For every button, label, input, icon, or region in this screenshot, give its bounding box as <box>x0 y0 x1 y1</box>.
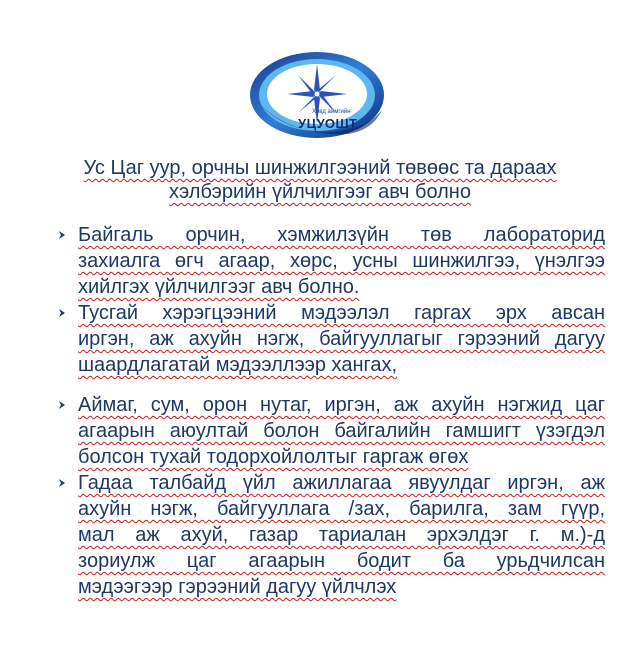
service-3-line-3: болсон тухай тодорхойлолтыг гаргаж өгөх <box>78 446 469 468</box>
arrow-bullet-icon <box>56 307 68 319</box>
service-4-line-2: ахуйн нэгж, байгууллага /зах, барилга, зам гүүр, <box>78 498 605 520</box>
service-1-line-1: Байгаль орчин, хэмжилзүйн төв лабораторид <box>78 224 605 246</box>
service-3-line-2: агаарын аюултай болон байгалийн гамшигт үзэгдэл <box>78 420 605 442</box>
heading-line-2: хэлбэрийн үйлчилгээг авч болно <box>169 181 471 203</box>
service-item-3 <box>52 392 605 470</box>
service-4-line-3: мал аж ахуй, газар тариалан эрхэлдэг г. м.)-д <box>78 524 605 546</box>
logo-small-text: Ховд аймгийн <box>312 109 351 115</box>
service-4-line-1: Гадаа талбайд үйл ажиллагаа явуулдаг иргэн, аж <box>78 472 605 494</box>
arrow-bullet-icon <box>56 229 68 241</box>
services-list <box>52 222 605 600</box>
service-2-line-2: иргэн, аж ахуйн нэгж, байгууллагыг гэрээний дагуу <box>78 328 605 350</box>
service-4-line-4: зориулж цаг агаарын бодит ба урьдчилсан <box>78 550 605 572</box>
logo-big-text: УЦУОШТ <box>298 116 358 131</box>
page-heading <box>40 156 600 204</box>
service-item-1 <box>52 222 605 300</box>
service-item-4 <box>52 470 605 600</box>
service-item-2 <box>52 300 605 378</box>
arrow-bullet-icon <box>56 399 68 411</box>
service-2-line-3: шаардлагатай мэдээллээр хангах, <box>78 354 398 376</box>
heading-line-1: Ус Цаг уур, орчны шинжилгээний төвөөс та дараах <box>83 157 557 179</box>
service-3-line-1: Аймаг, сум, орон нутаг, иргэн, аж ахуйн нэгжид цаг <box>78 394 605 416</box>
arrow-bullet-icon <box>56 477 68 489</box>
service-1-line-3: хийлгэх үйлчилгээг авч болно. <box>78 276 360 298</box>
service-4-line-5: мэдээгээр гэрээний дагуу үйлчлэх <box>78 576 397 598</box>
service-2-line-1: Тусгай хэрэгцээний мэдээлэл гаргах эрх авсан <box>78 302 605 324</box>
list-spacer <box>52 378 605 392</box>
service-1-line-2: захиалга өгч агаар, хөрс, усны шинжилгээ, үнэлгээ <box>78 250 605 272</box>
